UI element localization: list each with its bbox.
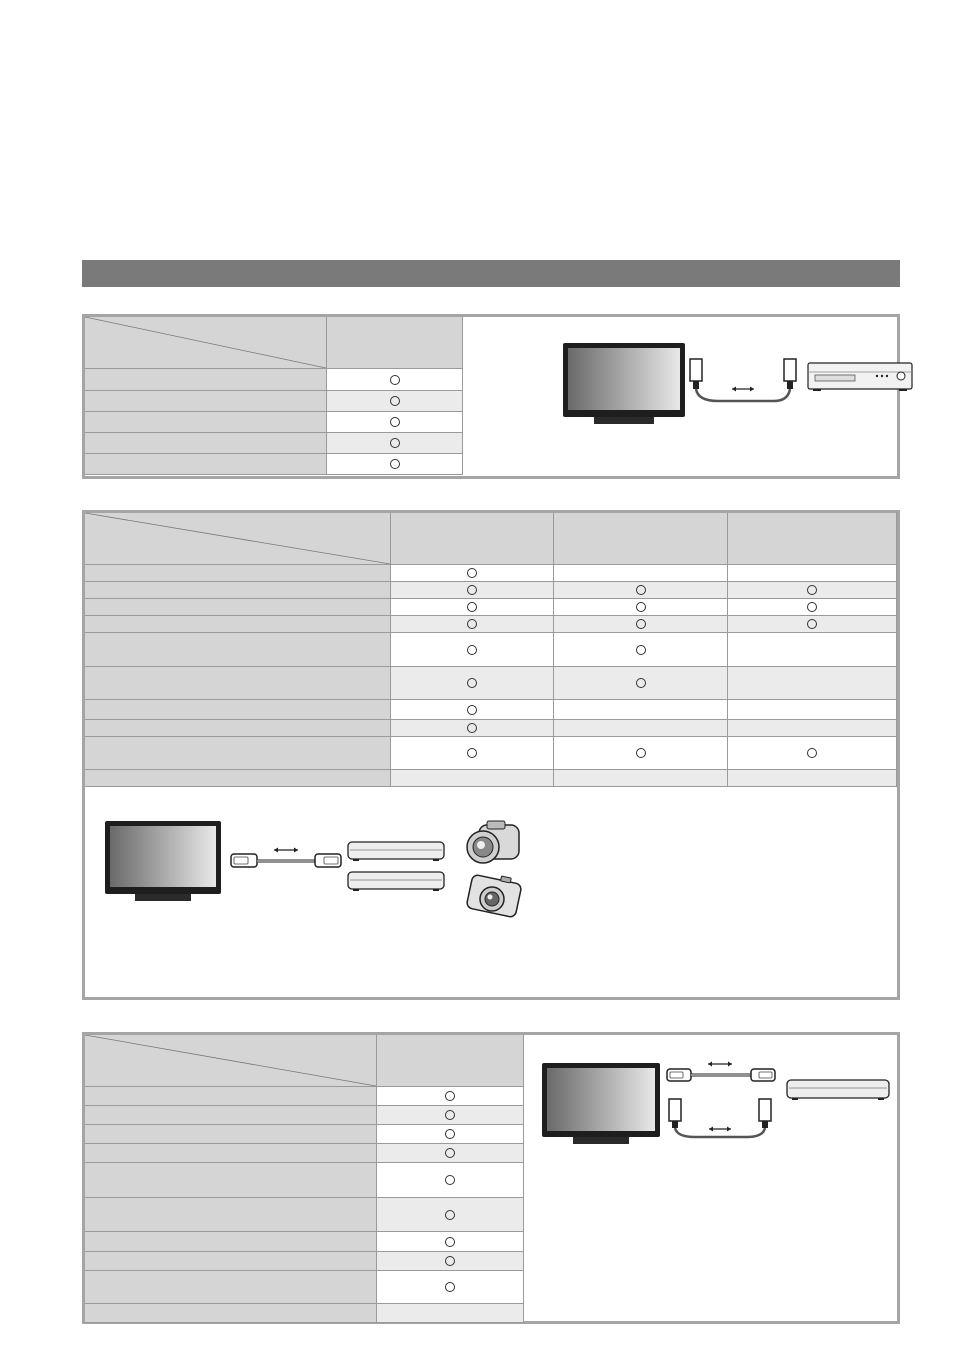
table-row-label: [85, 1304, 377, 1323]
table-cell: [728, 565, 897, 582]
supported-mark-icon: [807, 585, 817, 595]
table-cell: [391, 700, 554, 720]
recorder-icon: [807, 360, 915, 392]
hdmi-cable-icon: [666, 1059, 776, 1085]
table-cell: [327, 391, 463, 412]
scart-connection-diagram: [545, 317, 897, 476]
table-cell: [377, 1232, 524, 1252]
supported-mark-icon: [467, 585, 477, 595]
table-cell: [554, 599, 728, 616]
table-header-corner: [85, 513, 391, 565]
table-row-label: [85, 582, 391, 599]
supported-mark-icon: [390, 417, 400, 427]
column-header: [327, 317, 463, 369]
table-cell: [377, 1163, 524, 1198]
column-header: [391, 513, 554, 565]
supported-mark-icon: [807, 619, 817, 629]
supported-mark-icon: [636, 678, 646, 688]
table-cell: [728, 616, 897, 633]
table-cell: [377, 1106, 524, 1125]
table-row-label: [85, 616, 391, 633]
table-cell: [728, 582, 897, 599]
table-cell: [728, 633, 897, 667]
table-cell: [327, 412, 463, 433]
table-row-label: [85, 1163, 377, 1198]
camcorder-icon: [465, 819, 523, 867]
table-cell: [554, 667, 728, 700]
table-hdmi-scart: [85, 1035, 524, 1321]
table-cell: [728, 737, 897, 770]
table-row-label: [85, 1087, 377, 1106]
table-row-label: [85, 1198, 377, 1232]
table-row-label: [85, 1232, 377, 1252]
table-row-label: [85, 667, 391, 700]
supported-mark-icon: [467, 568, 477, 578]
table-row-label: [85, 720, 391, 737]
supported-mark-icon: [467, 619, 477, 629]
column-header: [728, 513, 897, 565]
column-header: [554, 513, 728, 565]
supported-mark-icon: [445, 1256, 455, 1266]
table-hdmi: [85, 513, 897, 789]
supported-mark-icon: [467, 645, 477, 655]
supported-mark-icon: [636, 645, 646, 655]
section-header-bar: [82, 260, 900, 287]
table-cell: [391, 599, 554, 616]
table-cell: [554, 770, 728, 787]
double-arrow-icon: [274, 848, 298, 853]
camera-icon: [465, 871, 523, 919]
table-cell: [377, 1144, 524, 1163]
supported-mark-icon: [445, 1148, 455, 1158]
table-cell: [554, 633, 728, 667]
column-header: [377, 1035, 524, 1087]
table-row-label: [85, 1271, 377, 1304]
table-row-label: [85, 1125, 377, 1144]
double-arrow-icon: [709, 1127, 731, 1132]
scart-cable-icon: [688, 357, 808, 407]
supported-mark-icon: [445, 1110, 455, 1120]
table-row-label: [85, 1106, 377, 1125]
table-cell: [377, 1125, 524, 1144]
supported-mark-icon: [445, 1175, 455, 1185]
player-icon: [347, 869, 447, 893]
table-row-label: [85, 433, 327, 454]
table-cell: [377, 1087, 524, 1106]
supported-mark-icon: [807, 748, 817, 758]
table-cell: [391, 582, 554, 599]
supported-mark-icon: [445, 1091, 455, 1101]
table-cell: [728, 599, 897, 616]
supported-mark-icon: [390, 459, 400, 469]
table-cell: [554, 582, 728, 599]
scart-cable-icon: [667, 1097, 777, 1143]
tv-icon: [542, 1063, 660, 1145]
table-row-label: [85, 770, 391, 787]
supported-mark-icon: [807, 602, 817, 612]
table-cell: [377, 1198, 524, 1232]
hdmi-connection-diagram: [85, 791, 897, 997]
table-cell: [728, 770, 897, 787]
table-cell: [554, 565, 728, 582]
table-cell: [391, 770, 554, 787]
table-cell: [391, 737, 554, 770]
table-cell: [327, 433, 463, 454]
table-scart: [85, 317, 545, 476]
table-cell: [728, 700, 897, 720]
supported-mark-icon: [390, 375, 400, 385]
supported-mark-icon: [390, 396, 400, 406]
supported-mark-icon: [445, 1282, 455, 1292]
table-row-label: [85, 633, 391, 667]
table-row-label: [85, 369, 327, 391]
table-cell: [391, 565, 554, 582]
supported-mark-icon: [636, 602, 646, 612]
table-row-label: [85, 565, 391, 582]
table-row-label: [85, 454, 327, 475]
table-cell: [391, 667, 554, 700]
table-row-label: [85, 737, 391, 770]
table-header-corner: [85, 1035, 377, 1087]
supported-mark-icon: [445, 1210, 455, 1220]
table-cell: [554, 616, 728, 633]
table-row-label: [85, 412, 327, 433]
panel-hdmi-scart-compatibility: [82, 1032, 900, 1324]
double-arrow-icon: [708, 1062, 732, 1067]
table-cell: [377, 1304, 524, 1323]
supported-mark-icon: [467, 723, 477, 733]
supported-mark-icon: [467, 602, 477, 612]
header-diagonal-line: [85, 513, 390, 564]
supported-mark-icon: [390, 438, 400, 448]
supported-mark-icon: [636, 748, 646, 758]
table-cell: [327, 369, 463, 391]
supported-mark-icon: [467, 678, 477, 688]
supported-mark-icon: [467, 705, 477, 715]
supported-mark-icon: [467, 748, 477, 758]
supported-mark-icon: [445, 1129, 455, 1139]
table-row-label: [85, 1144, 377, 1163]
table-cell: [327, 454, 463, 475]
double-arrow-icon: [732, 387, 754, 392]
table-cell: [377, 1252, 524, 1271]
table-row-label: [85, 1252, 377, 1271]
header-diagonal-line: [85, 1035, 376, 1086]
table-cell: [391, 720, 554, 737]
supported-mark-icon: [445, 1237, 455, 1247]
panel-hdmi-compatibility: [82, 510, 900, 1000]
table-row-label: [85, 599, 391, 616]
table-cell: [377, 1271, 524, 1304]
table-cell: [554, 700, 728, 720]
supported-mark-icon: [636, 619, 646, 629]
table-cell: [728, 720, 897, 737]
hdmi-cable-icon: [230, 846, 342, 874]
table-cell: [391, 616, 554, 633]
table-cell: [728, 667, 897, 700]
tv-icon: [105, 821, 221, 901]
panel-scart-compatibility: [82, 314, 900, 479]
supported-mark-icon: [636, 585, 646, 595]
table-row-label: [85, 700, 391, 720]
tv-icon: [563, 343, 685, 425]
table-cell: [391, 633, 554, 667]
header-diagonal-line: [85, 317, 326, 368]
table-cell: [554, 737, 728, 770]
table-header-corner: [85, 317, 327, 369]
table-row-label: [85, 391, 327, 412]
hdmi-scart-connection-diagram: [524, 1035, 897, 1321]
recorder-icon: [786, 1077, 892, 1103]
table-cell: [554, 720, 728, 737]
recorder-icon: [347, 839, 447, 863]
